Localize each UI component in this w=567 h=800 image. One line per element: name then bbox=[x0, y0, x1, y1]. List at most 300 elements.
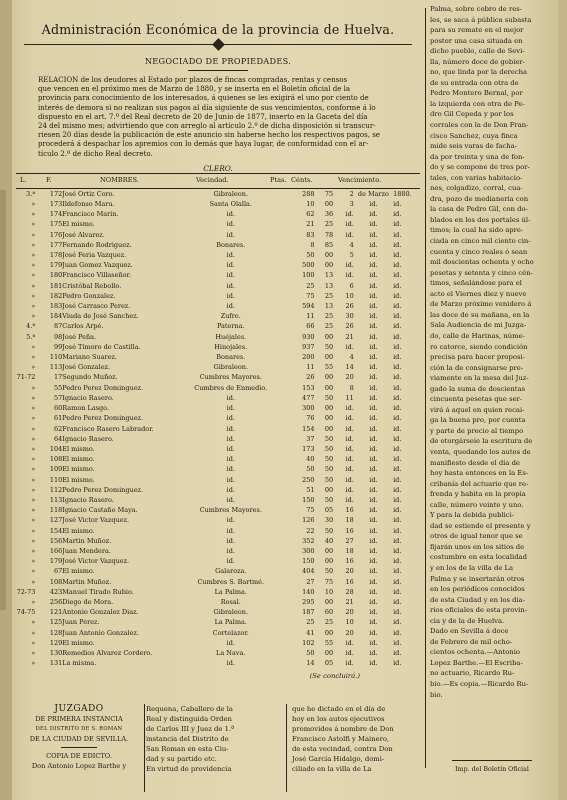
cell-vecindad: Santa Olalla. bbox=[209, 200, 252, 209]
cell-month: id. bbox=[369, 506, 378, 515]
cell-ptas: 154 bbox=[302, 424, 315, 433]
cell-legajo: » bbox=[31, 659, 36, 668]
cell-day: id. bbox=[345, 230, 354, 239]
text-line: tículo 2.º de dicho Real decreto. bbox=[38, 148, 153, 158]
cell-ptas: 37 bbox=[306, 434, 315, 443]
cell-year: id. bbox=[393, 628, 402, 637]
text-line: do y se compone de tres por- bbox=[430, 163, 530, 172]
cell-cents: 25 bbox=[324, 322, 334, 331]
cell-legajo: » bbox=[31, 495, 36, 504]
cell-year: id. bbox=[393, 342, 402, 351]
cell-name: Pedro Perez Dominguez. bbox=[62, 383, 144, 392]
cell-day: id. bbox=[345, 424, 354, 433]
cell-name: Martin Muñoz. bbox=[62, 536, 112, 545]
cell-folio: 64 bbox=[53, 434, 63, 443]
text-line: do, calle de Harinas, núme- bbox=[430, 331, 525, 340]
text-line: interés de demora si no realizan sus pagos al día siguiente de sus vencimientos, conforme á lo bbox=[38, 102, 376, 112]
court-heading bbox=[16, 704, 142, 771]
cell-legajo: » bbox=[31, 577, 36, 586]
cell-name: Segundo Muñoz. bbox=[62, 373, 118, 382]
table-row bbox=[16, 566, 420, 576]
cell-legajo: » bbox=[31, 353, 36, 362]
text-line: Francisco Astolfi y Mainero, bbox=[292, 735, 390, 743]
edict-columns bbox=[16, 704, 420, 796]
cell-cents: 13 bbox=[324, 271, 334, 280]
table-row bbox=[16, 342, 420, 352]
text-line: les, se saca á pública subasta bbox=[430, 15, 532, 24]
cell-ptas: 75 bbox=[306, 291, 315, 300]
cell-cents: 00 bbox=[324, 373, 334, 382]
cell-legajo: » bbox=[31, 628, 36, 637]
cell-day: 28 bbox=[345, 587, 354, 596]
cell-month: id. bbox=[369, 373, 378, 382]
cell-name: Pedro Perez Dominguez. bbox=[62, 414, 144, 423]
table-row bbox=[16, 321, 420, 331]
cell-vecindad: id. bbox=[226, 526, 235, 535]
cell-day: 20 bbox=[345, 608, 354, 617]
cell-legajo: » bbox=[31, 536, 36, 545]
cell-folio: 128 bbox=[49, 628, 63, 637]
table-row bbox=[16, 617, 420, 627]
text-line: Y para la debida publici- bbox=[430, 511, 515, 520]
text-line: bio. bbox=[430, 690, 443, 699]
edict-text-right-column bbox=[430, 4, 552, 700]
cell-legajo: 72-73 bbox=[16, 587, 36, 596]
cell-year: id. bbox=[393, 536, 402, 545]
cell-cents: 50 bbox=[324, 465, 334, 474]
table-row bbox=[16, 454, 420, 464]
cell-year: id. bbox=[393, 302, 402, 311]
cell-year: id. bbox=[393, 210, 402, 219]
cell-year: id. bbox=[393, 414, 402, 423]
table-row bbox=[16, 393, 420, 403]
cell-ptas: 500 bbox=[302, 261, 315, 270]
col-folio: F. bbox=[46, 175, 52, 184]
cell-day: 26 bbox=[345, 302, 354, 311]
cell-year: id. bbox=[393, 587, 402, 596]
cell-vecindad: Bonares. bbox=[216, 353, 246, 362]
cell-cents: 00 bbox=[324, 424, 334, 433]
cell-day: 16 bbox=[345, 557, 354, 566]
cell-month: id. bbox=[369, 485, 378, 494]
cell-vecindad: Galaroza. bbox=[215, 567, 247, 576]
cell-vecindad: id. bbox=[226, 516, 235, 525]
text-line: que he dictado en el día de bbox=[292, 705, 386, 713]
table-row bbox=[16, 546, 420, 556]
cell-year: id. bbox=[393, 475, 402, 484]
cell-cents: 00 bbox=[324, 485, 334, 494]
cell-folio: 172 bbox=[49, 189, 63, 198]
text-line: cuenta y cinco reales ó sean bbox=[430, 247, 528, 256]
cell-cents: 25 bbox=[324, 618, 334, 627]
cell-cents: 00 bbox=[324, 353, 334, 362]
text-line: de otorgárseie la escritura de bbox=[430, 437, 533, 446]
text-line: dispuesto en el art. 7.º del Real decreto de 20 de Junio de 1877, inserto en la Gaceta del día bbox=[38, 111, 368, 121]
col-cents: Cénts. bbox=[291, 175, 313, 184]
cell-year: id. bbox=[393, 618, 402, 627]
cell-month: id. bbox=[369, 322, 378, 331]
cell-month: id. bbox=[369, 444, 378, 453]
cell-cents: 00 bbox=[324, 546, 334, 555]
cell-ptas: 300 bbox=[302, 404, 315, 413]
cell-folio: 118 bbox=[49, 506, 63, 515]
cell-vecindad: id. bbox=[226, 424, 235, 433]
court-instance: DE PRIMERA INSTANCIA bbox=[35, 715, 123, 723]
text-line: frenda y habita en la propia bbox=[430, 490, 526, 499]
cell-legajo: 3.ª bbox=[26, 189, 36, 198]
cell-vecindad: id. bbox=[226, 434, 235, 443]
cell-legajo: » bbox=[31, 638, 36, 647]
text-line: de esta vecindad, contra Don bbox=[292, 745, 393, 753]
cell-day: id. bbox=[345, 210, 354, 219]
cell-year: id. bbox=[393, 526, 402, 535]
cell-legajo: » bbox=[31, 404, 36, 413]
cell-day: 18 bbox=[345, 516, 354, 525]
table-row bbox=[16, 587, 420, 597]
cell-name: Juan Perez. bbox=[62, 618, 100, 627]
cell-vecindad: La Palma. bbox=[214, 618, 247, 627]
cell-vecindad: Huéjales. bbox=[215, 332, 247, 341]
cell-vecindad: id. bbox=[226, 659, 235, 668]
cell-folio: 173 bbox=[49, 200, 63, 209]
court-rule bbox=[61, 747, 97, 748]
cell-ptas: 27 bbox=[306, 577, 315, 586]
cell-month: id. bbox=[369, 536, 378, 545]
cell-cents: 50 bbox=[324, 444, 334, 453]
cell-cents: 00 bbox=[324, 332, 334, 341]
cell-vecindad: id. bbox=[226, 414, 235, 423]
text-line: no actuario, Ricardo Ru- bbox=[430, 669, 515, 678]
text-line: Real y distinguida Orden bbox=[146, 715, 232, 723]
text-line: ciliado en la villa de La bbox=[292, 765, 372, 773]
cell-legajo: » bbox=[31, 526, 36, 535]
cell-month: de Marzo bbox=[357, 189, 389, 198]
cell-cents: 50 bbox=[324, 567, 334, 576]
cell-legajo: » bbox=[31, 455, 36, 464]
table-row bbox=[16, 199, 420, 209]
cell-year: id. bbox=[393, 495, 402, 504]
cell-folio: 423 bbox=[49, 587, 63, 596]
cell-day: id. bbox=[345, 404, 354, 413]
cell-ptas: 250 bbox=[302, 475, 315, 484]
table-row bbox=[16, 515, 420, 525]
main-column bbox=[16, 10, 420, 680]
group-title: CLERO. bbox=[203, 163, 233, 173]
cell-cents: 00 bbox=[324, 648, 334, 657]
cell-name: Cristóbal Rebollo. bbox=[62, 281, 122, 290]
cell-vecindad: id. bbox=[226, 444, 235, 453]
cell-folio: 179 bbox=[49, 261, 63, 270]
cell-cents: 30 bbox=[324, 516, 334, 525]
cell-vecindad: id. bbox=[226, 251, 235, 260]
cell-ptas: 126 bbox=[302, 516, 315, 525]
cell-folio: 178 bbox=[49, 251, 63, 260]
cell-legajo: » bbox=[31, 424, 36, 433]
cell-name: Viuda de José Sanchez. bbox=[62, 312, 139, 321]
text-line: Palma y se insertarán otros bbox=[430, 574, 525, 583]
cell-folio: 182 bbox=[49, 291, 63, 300]
cell-ptas: 51 bbox=[306, 485, 315, 494]
cell-cents: 13 bbox=[324, 302, 334, 311]
text-line: hoy hasta entonces en la Es- bbox=[430, 469, 529, 478]
cell-month: id. bbox=[369, 567, 378, 576]
table-row bbox=[16, 209, 420, 219]
cell-vecindad: Rosal. bbox=[220, 597, 241, 606]
text-line: rios oficiales de esta provin- bbox=[430, 606, 528, 615]
col-name: NOMBRES. bbox=[100, 175, 139, 184]
table-row bbox=[16, 464, 420, 474]
cell-name: Ildefonso Maru. bbox=[62, 200, 115, 209]
cell-day: 10 bbox=[345, 291, 354, 300]
cell-legajo: » bbox=[31, 516, 36, 525]
cell-vecindad: Gibraleon. bbox=[213, 189, 249, 198]
cell-cents: 00 bbox=[324, 628, 334, 637]
cell-cents: 05 bbox=[324, 506, 334, 515]
cell-month: id. bbox=[369, 424, 378, 433]
cell-year: id. bbox=[393, 373, 402, 382]
cell-vecindad: id. bbox=[226, 261, 235, 270]
cell-name: Pedro Gonzalez. bbox=[62, 291, 116, 300]
edict-text-col3 bbox=[292, 704, 422, 774]
table-row bbox=[16, 638, 420, 648]
cell-legajo: » bbox=[31, 210, 36, 219]
cell-ptas: 300 bbox=[302, 546, 315, 555]
cell-day: id. bbox=[345, 434, 354, 443]
page-right-edge bbox=[559, 0, 567, 800]
cell-year: id. bbox=[393, 577, 402, 586]
cell-cents: 00 bbox=[324, 597, 334, 606]
cell-folio: 108 bbox=[49, 577, 63, 586]
table-row bbox=[16, 230, 420, 240]
cell-name: Ignacio Rasero. bbox=[62, 393, 114, 402]
cell-month: id. bbox=[369, 434, 378, 443]
table-row bbox=[16, 536, 420, 546]
right-column-divider bbox=[425, 8, 426, 768]
cell-legajo: » bbox=[31, 220, 36, 229]
cell-ptas: 11 bbox=[306, 312, 315, 321]
table-row bbox=[16, 597, 420, 607]
text-line: y parte de precio al tiempo bbox=[430, 426, 524, 435]
text-line: instancia del Distrito de bbox=[146, 735, 229, 743]
cell-name: Diego de Mora. bbox=[62, 597, 114, 606]
cell-day: 20 bbox=[345, 567, 354, 576]
table-row bbox=[16, 424, 420, 434]
cell-month: id. bbox=[369, 302, 378, 311]
cell-cents: 00 bbox=[324, 200, 334, 209]
cell-legajo: » bbox=[31, 251, 36, 260]
cell-day: 11 bbox=[345, 393, 354, 402]
cell-year: 1880. bbox=[393, 189, 412, 198]
text-line: Pedro Montero Bernal, por bbox=[430, 89, 523, 98]
cell-year: id. bbox=[393, 434, 402, 443]
cell-ptas: 76 bbox=[306, 414, 315, 423]
cell-folio: 104 bbox=[49, 444, 63, 453]
cell-year: id. bbox=[393, 393, 402, 402]
table-row bbox=[16, 250, 420, 260]
cell-folio: 174 bbox=[49, 210, 63, 219]
cell-month: id. bbox=[369, 312, 378, 321]
text-line: Lopez Barthe.—El Escriba- bbox=[430, 658, 523, 667]
cell-folio: 61 bbox=[53, 414, 63, 423]
cell-day: 3 bbox=[349, 200, 354, 209]
cell-month: id. bbox=[369, 465, 378, 474]
cell-legajo: » bbox=[31, 506, 36, 515]
edict-text-col2 bbox=[146, 704, 278, 774]
cell-year: id. bbox=[393, 220, 402, 229]
text-line: cientos ochenta.—Antonio bbox=[430, 648, 521, 657]
cell-vecindad: id. bbox=[226, 230, 235, 239]
cell-ptas: 66 bbox=[306, 322, 315, 331]
cell-ptas: 75 bbox=[306, 506, 315, 515]
cell-folio: 179 bbox=[49, 557, 63, 566]
table-row bbox=[16, 495, 420, 505]
cell-cents: 50 bbox=[324, 495, 334, 504]
imprint: Imp. del Boletín Oficial bbox=[455, 766, 529, 773]
cell-legajo: » bbox=[31, 434, 36, 443]
text-line: la izquierda con otra de Pe- bbox=[430, 99, 525, 108]
cell-folio: 256 bbox=[49, 597, 63, 606]
cell-legajo: » bbox=[31, 618, 36, 627]
cell-vecindad: id. bbox=[226, 210, 235, 219]
cell-legajo: » bbox=[31, 465, 36, 474]
cell-name: José Peña. bbox=[62, 332, 97, 341]
cell-day: 30 bbox=[345, 312, 354, 321]
cell-vecindad: id. bbox=[226, 475, 235, 484]
cell-legajo: » bbox=[31, 261, 36, 270]
cell-ptas: 25 bbox=[306, 281, 315, 290]
cell-cents: 55 bbox=[324, 363, 334, 372]
text-line: de su entrada con otra de bbox=[430, 78, 519, 87]
table-header bbox=[16, 176, 420, 188]
table-row bbox=[16, 219, 420, 229]
cell-day: id. bbox=[345, 465, 354, 474]
cell-ptas: 150 bbox=[302, 495, 315, 504]
cell-folio: 125 bbox=[49, 618, 63, 627]
cell-day: id. bbox=[345, 638, 354, 647]
cell-vecindad: id. bbox=[226, 546, 235, 555]
cell-name: La misma. bbox=[62, 659, 97, 668]
cell-ptas: 200 bbox=[302, 353, 315, 362]
cell-year: id. bbox=[393, 363, 402, 372]
text-line: de Carlos III y Juez de 1.ª bbox=[146, 725, 235, 733]
cell-name: El mismo. bbox=[62, 567, 95, 576]
cell-cents: 00 bbox=[324, 261, 334, 270]
cell-folio: 113 bbox=[49, 363, 63, 372]
cell-vecindad: id. bbox=[226, 455, 235, 464]
text-line: promovidos á nombre de Don bbox=[292, 725, 394, 733]
text-line: Requena, Caballero de la bbox=[146, 705, 233, 713]
cell-folio: 87 bbox=[53, 322, 63, 331]
cell-vecindad: id. bbox=[226, 220, 235, 229]
cell-day: 16 bbox=[345, 577, 354, 586]
column-divider bbox=[144, 704, 145, 792]
cell-month: id. bbox=[369, 495, 378, 504]
cell-year: id. bbox=[393, 271, 402, 280]
cell-ptas: 50 bbox=[306, 251, 315, 260]
text-line: José García Hidalgo, domi- bbox=[292, 755, 385, 763]
cell-year: id. bbox=[393, 291, 402, 300]
cell-month: id. bbox=[369, 577, 378, 586]
text-line: la casa de Pedro Gil, con do- bbox=[430, 205, 528, 214]
cell-legajo: » bbox=[31, 312, 36, 321]
cell-folio: 121 bbox=[49, 608, 63, 617]
cell-month: id. bbox=[369, 281, 378, 290]
cell-vecindad: Cumbres Mayores. bbox=[199, 373, 262, 382]
cell-month: id. bbox=[369, 526, 378, 535]
text-line: para su remate en el mejor bbox=[430, 26, 524, 35]
cell-cents: 78 bbox=[324, 230, 334, 239]
table-row bbox=[16, 270, 420, 280]
cell-legajo: » bbox=[31, 414, 36, 423]
cell-ptas: 21 bbox=[306, 220, 315, 229]
cell-name: Martin Muñoz. bbox=[62, 577, 112, 586]
cell-month: id. bbox=[369, 455, 378, 464]
cell-cents: 60 bbox=[324, 608, 334, 617]
cell-name: El mismo. bbox=[62, 455, 95, 464]
cell-month: id. bbox=[369, 516, 378, 525]
cell-day: 4 bbox=[349, 240, 354, 249]
cell-cents: 10 bbox=[324, 587, 334, 596]
text-line: que vencen en el próximo mes de Marzo de 1880, y se inserta en el Boletín oficial de la bbox=[38, 84, 351, 94]
cell-vecindad: id. bbox=[226, 302, 235, 311]
cell-year: id. bbox=[393, 546, 402, 555]
text-line: En virtud de providencia bbox=[146, 765, 232, 773]
cell-month: id. bbox=[369, 404, 378, 413]
table-row bbox=[16, 352, 420, 362]
cell-name: Ignacio Rasero. bbox=[62, 495, 114, 504]
binding-shadow bbox=[0, 190, 6, 610]
cell-day: id. bbox=[345, 475, 354, 484]
cell-name: Antonio Gonzalez Diaz. bbox=[62, 608, 139, 617]
cell-ptas: 8 bbox=[310, 240, 315, 249]
text-line: dad y su partido etc. bbox=[146, 755, 217, 763]
cell-folio: 156 bbox=[49, 536, 63, 545]
cell-ptas: 22 bbox=[306, 526, 315, 535]
text-line: Palma, sobre cobro de res- bbox=[430, 5, 523, 13]
col-ptas: Ptas. bbox=[270, 175, 287, 184]
text-line: precisa para hacer proposi- bbox=[430, 353, 525, 362]
table-row bbox=[16, 556, 420, 566]
cell-folio: 60 bbox=[53, 404, 63, 413]
cell-month: id. bbox=[369, 230, 378, 239]
cell-month: id. bbox=[369, 200, 378, 209]
cell-day: id. bbox=[345, 342, 354, 351]
cell-year: id. bbox=[393, 485, 402, 494]
cell-vecindad: id. bbox=[226, 281, 235, 290]
table-row bbox=[16, 240, 420, 250]
cell-day: 2 bbox=[349, 189, 354, 198]
cell-folio: 131 bbox=[49, 659, 63, 668]
text-line: de Febrero de mil ocho- bbox=[430, 637, 513, 646]
cell-ptas: 404 bbox=[302, 567, 315, 576]
cell-folio: 127 bbox=[49, 516, 63, 525]
cell-legajo: » bbox=[31, 557, 36, 566]
table-row bbox=[16, 505, 420, 515]
imprint-rule bbox=[452, 760, 532, 761]
cell-name: Fernando Rodriguez. bbox=[62, 240, 132, 249]
cell-folio: 177 bbox=[49, 240, 63, 249]
cell-name: El mismo. bbox=[62, 220, 95, 229]
table-row bbox=[16, 607, 420, 617]
text-line: dro Gil Cepeda y por los bbox=[430, 110, 514, 119]
cell-name: El mismo. bbox=[62, 526, 95, 535]
text-line: corrales con la de Don Fran- bbox=[430, 121, 529, 130]
cell-ptas: 140 bbox=[302, 587, 315, 596]
cell-vecindad: id. bbox=[226, 536, 235, 545]
text-line: Dado en Sevilla á doce bbox=[430, 627, 509, 636]
table-row bbox=[16, 301, 420, 311]
cell-vecindad: Gibraleon. bbox=[213, 363, 249, 372]
